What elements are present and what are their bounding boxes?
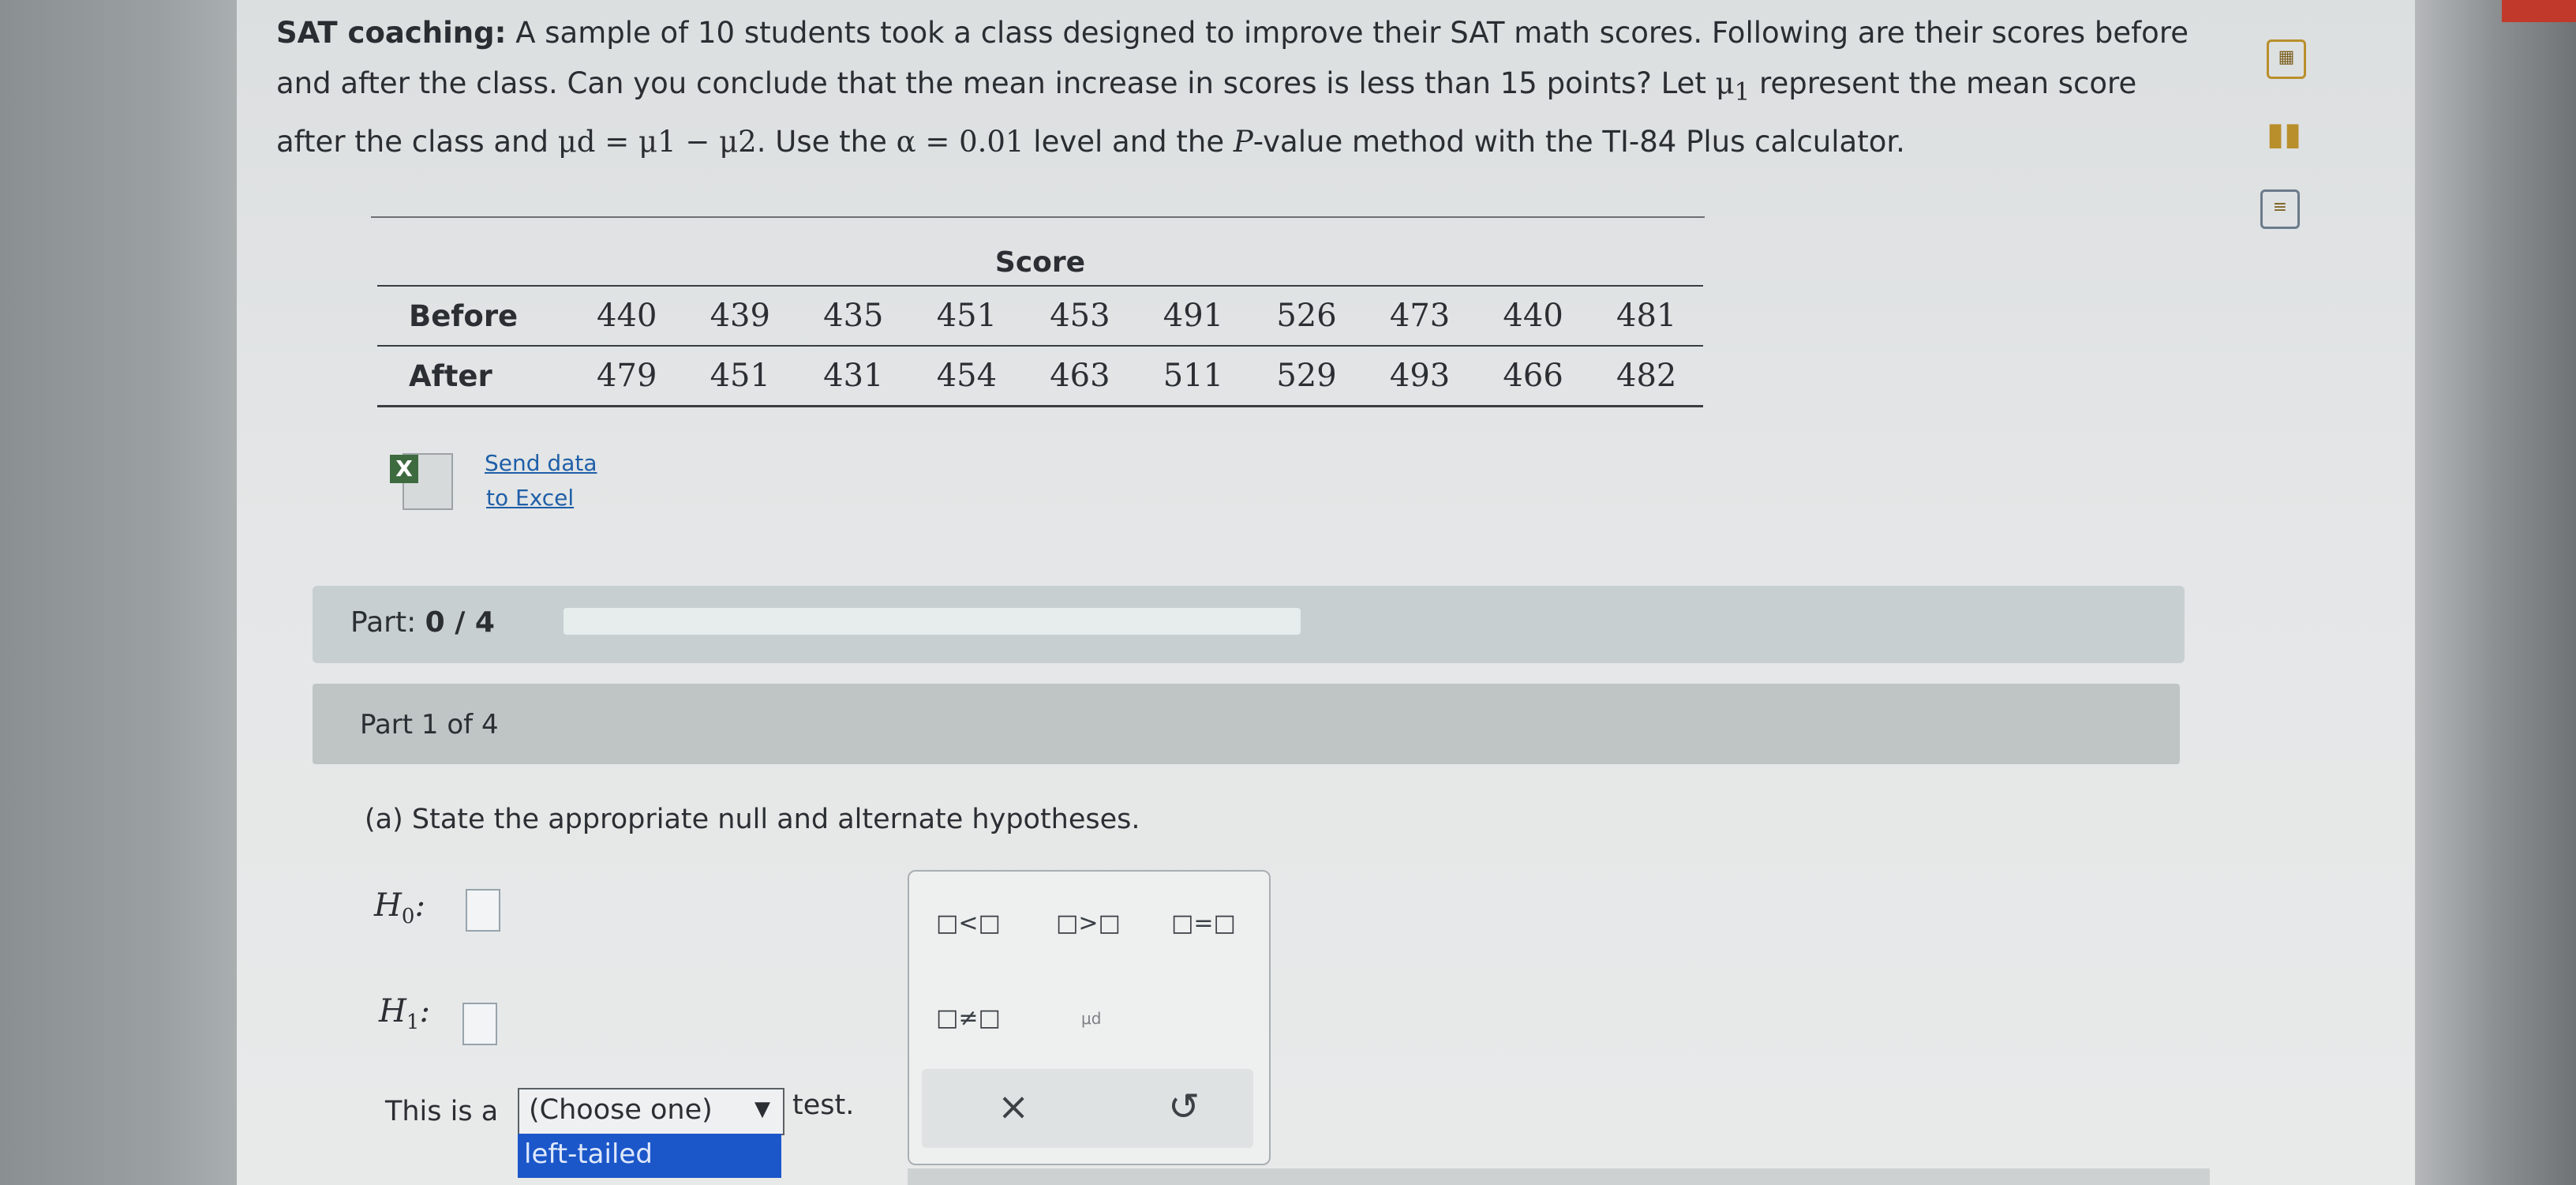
- test-type-suffix: test.: [792, 1089, 855, 1121]
- score-table: [377, 237, 1703, 407]
- monitor-bezel-left: [0, 0, 260, 1185]
- h0-label: $H_0$:: [374, 887, 425, 928]
- h1-label: $H_1$:: [379, 993, 430, 1034]
- dropdown-option-left-tailed[interactable]: left-tailed: [518, 1134, 781, 1178]
- part-header[interactable]: Part 1 of 4: [313, 684, 2180, 764]
- table-row: Before 440 439 435 451 453 491 526 473 440 481: [377, 286, 1703, 346]
- problem-title: SAT coaching:: [276, 16, 507, 50]
- clear-icon[interactable]: ×: [998, 1085, 1030, 1129]
- to-excel-link[interactable]: to Excel: [486, 485, 575, 511]
- calculator-icon[interactable]: ▦: [2267, 39, 2306, 79]
- h0-answer-box[interactable]: [466, 889, 500, 932]
- palette-footer: [922, 1069, 1253, 1148]
- monitor-bezel-right: [2415, 0, 2576, 1185]
- less-than-button[interactable]: □<□: [936, 909, 1001, 937]
- question-text: (a) State the appropriate null and alternate hypotheses.: [365, 804, 1140, 835]
- problem-statement: [276, 8, 2233, 167]
- mu-d-formula: μd = μ1 − μ2: [557, 125, 757, 159]
- problem-line-3: after the class and μd = μ1 − μ2. Use the α = 0.01 level and the P-value method with the TI-84 Plus calculator.: [276, 125, 1905, 159]
- chart-icon[interactable]: ▮▮: [2267, 116, 2302, 152]
- math-palette: [908, 870, 1271, 1165]
- greater-than-button[interactable]: □>□: [1056, 909, 1121, 937]
- notes-icon[interactable]: ≡: [2260, 189, 2300, 229]
- undo-icon[interactable]: ↺: [1168, 1085, 1200, 1129]
- table-header: Score: [994, 246, 1086, 279]
- test-type-select[interactable]: (Choose one) ▼: [518, 1088, 784, 1135]
- mu-d-button[interactable]: μd: [1081, 1009, 1102, 1028]
- part-progress-value: 0 / 4: [425, 606, 495, 639]
- h1-answer-box[interactable]: [462, 1003, 497, 1045]
- table-row: After 479 451 431 454 463 511 529 493 466 482: [377, 346, 1703, 407]
- excel-icon[interactable]: X: [387, 447, 456, 510]
- progress-track: [564, 608, 1301, 635]
- part-progress-bar: Part: 0 / 4: [313, 586, 2185, 663]
- bottom-edge: [908, 1168, 2210, 1185]
- problem-line-1: SAT coaching: A sample of 10 students took a class designed to improve their SAT math scores. Following are their scores before: [276, 16, 2188, 50]
- send-data-link[interactable]: Send data: [485, 450, 597, 476]
- alpha-value: α = 0.01: [896, 125, 1024, 159]
- test-type-prefix: This is a: [385, 1096, 499, 1127]
- problem-line-2: and after the class. Can you conclude that the mean increase in scores is less than 15 points? Let $\mu_1$ represent the mean score: [276, 66, 2137, 107]
- top-accent: [2502, 0, 2576, 22]
- not-equal-button[interactable]: □≠□: [936, 1004, 1001, 1032]
- table-top-rule: [371, 216, 1705, 218]
- dropdown-arrow-icon: ▼: [754, 1097, 770, 1121]
- equals-button[interactable]: □=□: [1171, 909, 1236, 937]
